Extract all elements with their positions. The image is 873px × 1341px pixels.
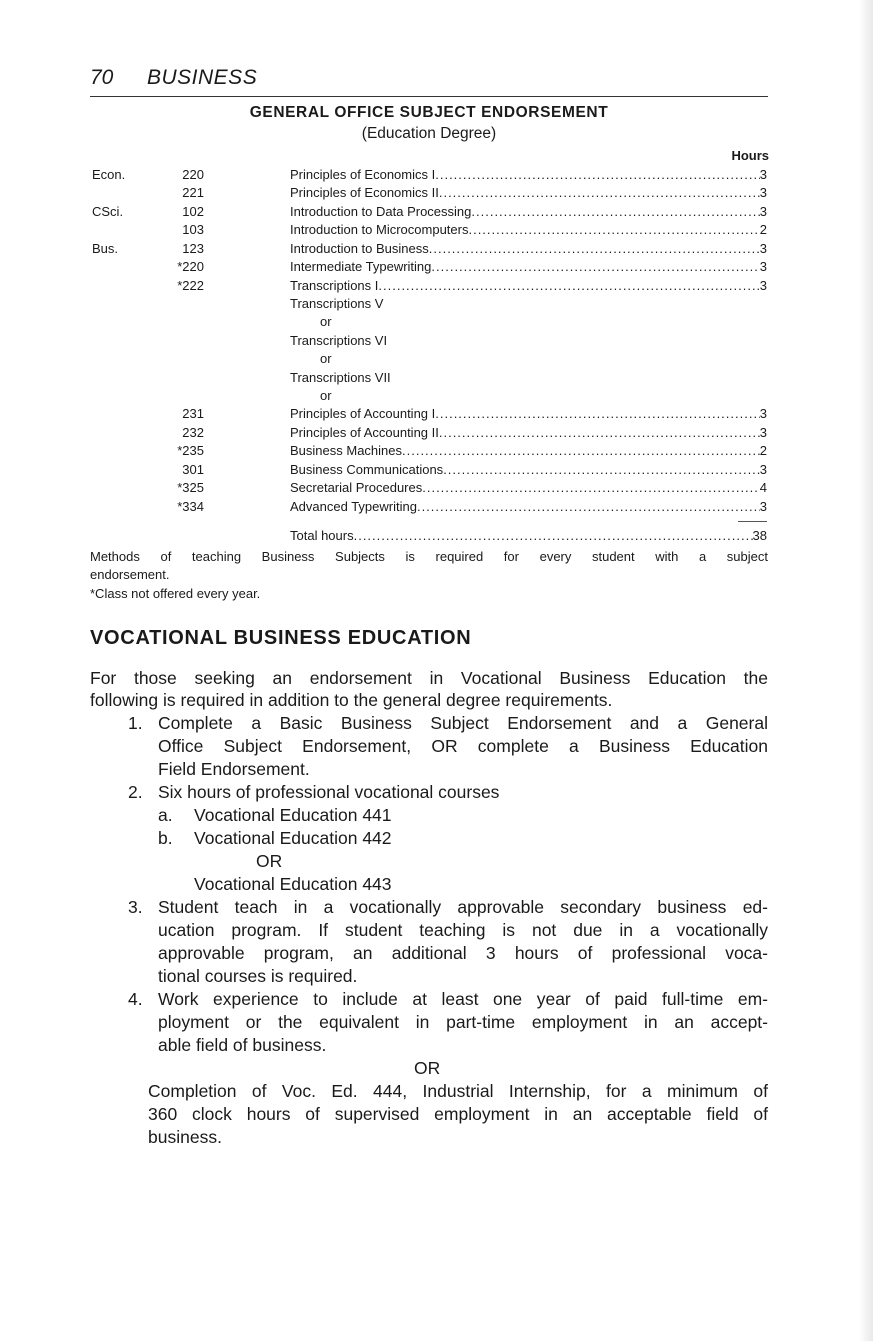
methods-note-cont: endorsement. bbox=[90, 567, 170, 582]
course-number: 103 bbox=[182, 222, 204, 237]
course-hours: 3 bbox=[759, 406, 767, 421]
course-row bbox=[0, 479, 873, 497]
list-marker: 2. bbox=[128, 782, 143, 802]
item3-line: Student teach in a vocationally approvable secondary business ed- bbox=[158, 897, 768, 917]
alternate-connector bbox=[0, 313, 873, 331]
course-dept: Econ. bbox=[92, 167, 126, 182]
endorsement-subtitle: (Education Degree) bbox=[361, 125, 497, 142]
course-hours: 3 bbox=[759, 259, 767, 274]
item4-alt-line: 360 clock hours of supervised employment in an acceptable field of bbox=[148, 1104, 768, 1124]
item1-line: Complete a Basic Business Subject Endorsement and a General bbox=[158, 713, 768, 733]
course-hours: 3 bbox=[759, 241, 767, 256]
item2-text: Six hours of professional vocational courses bbox=[158, 782, 500, 802]
or-label: or bbox=[320, 314, 332, 329]
course-number: *334 bbox=[177, 499, 204, 514]
item4-line: Work experience to include at least one year of paid full-time em- bbox=[158, 989, 768, 1009]
course-row bbox=[0, 221, 873, 239]
endorsement-title: GENERAL OFFICE SUBJECT ENDORSEMENT bbox=[249, 104, 609, 121]
hours-column-header: Hours bbox=[731, 148, 769, 163]
vocational-heading: VOCATIONAL BUSINESS EDUCATION bbox=[90, 627, 472, 649]
alternate-course bbox=[0, 295, 873, 313]
course-row bbox=[0, 166, 873, 184]
course-hours: 2 bbox=[759, 443, 767, 458]
asterisk-footnote: *Class not offered every year. bbox=[90, 586, 261, 601]
course-hours: 4 bbox=[759, 480, 767, 495]
course-number: 301 bbox=[182, 462, 204, 477]
alternate-connector bbox=[0, 387, 873, 405]
or-label: or bbox=[320, 351, 332, 366]
course-hours: 3 bbox=[759, 204, 767, 219]
course-hours: 3 bbox=[759, 278, 767, 293]
course-number: *325 bbox=[177, 480, 204, 495]
course-name: Intermediate Typewriting bbox=[290, 259, 432, 274]
course-dept: Bus. bbox=[92, 241, 119, 256]
course-name: Transcriptions I bbox=[290, 278, 379, 293]
course-row bbox=[0, 258, 873, 276]
list-marker: 1. bbox=[128, 713, 143, 733]
course-name: Principles of Accounting II bbox=[290, 425, 439, 440]
item1-line: Office Subject Endorsement, OR complete a Business Education bbox=[158, 736, 768, 756]
item4-alt-line: business. bbox=[148, 1127, 222, 1147]
course-name: Business Communications bbox=[290, 462, 444, 477]
intro-line: following is required in addition to the general degree requirements. bbox=[90, 690, 613, 710]
course-row bbox=[0, 424, 873, 442]
or-label: OR bbox=[414, 1058, 441, 1078]
course-name: Secretarial Procedures bbox=[290, 480, 423, 495]
item2-sub-c: Vocational Education 443 bbox=[194, 874, 392, 894]
course-name: Principles of Economics I bbox=[290, 167, 436, 182]
course-number: 123 bbox=[182, 241, 204, 256]
course-number: *220 bbox=[177, 259, 204, 274]
total-label: Total hours bbox=[290, 528, 354, 543]
course-name: Principles of Accounting I bbox=[290, 406, 436, 421]
page-header bbox=[90, 66, 768, 97]
item3-line: ucation program. If student teaching is not due in a vocationally bbox=[158, 920, 768, 940]
course-number: 232 bbox=[182, 425, 204, 440]
course-row bbox=[0, 277, 873, 295]
course-hours: 3 bbox=[759, 499, 767, 514]
course-row bbox=[0, 203, 873, 221]
or-label: OR bbox=[256, 851, 283, 871]
course-hours: 3 bbox=[759, 167, 767, 182]
item4-line: able field of business. bbox=[158, 1035, 327, 1055]
item3-line: approvable program, an additional 3 hours of professional voca- bbox=[158, 943, 768, 963]
item2-sub-b: Vocational Education 442 bbox=[194, 828, 392, 848]
item2-sub-a: Vocational Education 441 bbox=[194, 805, 392, 825]
total-rule bbox=[738, 521, 767, 522]
course-number: 231 bbox=[182, 406, 204, 421]
course-name: Principles of Economics II bbox=[290, 185, 439, 200]
course-number: 220 bbox=[182, 167, 204, 182]
list-marker: 3. bbox=[128, 897, 143, 917]
course-name: Introduction to Data Processing bbox=[290, 204, 472, 219]
course-row bbox=[0, 461, 873, 479]
item3-line: tional courses is required. bbox=[158, 966, 358, 986]
course-name: Introduction to Microcomputers bbox=[290, 222, 469, 237]
course-hours: 3 bbox=[759, 462, 767, 477]
item1-line: Field Endorsement. bbox=[158, 759, 310, 779]
course-dept: CSci. bbox=[92, 204, 124, 219]
total-hours: 38 bbox=[752, 528, 767, 543]
item4-alt-line: Completion of Voc. Ed. 444, Industrial Internship, for a minimum of bbox=[148, 1081, 768, 1101]
course-hours: 3 bbox=[759, 425, 767, 440]
alternate-course-name: Transcriptions V bbox=[290, 296, 384, 311]
intro-line: For those seeking an endorsement in Vocational Business Education the bbox=[90, 668, 768, 688]
sub-marker: b. bbox=[158, 828, 173, 848]
course-row bbox=[0, 240, 873, 258]
list-marker: 4. bbox=[128, 989, 143, 1009]
course-row bbox=[0, 184, 873, 202]
alternate-course bbox=[0, 332, 873, 350]
course-number: *235 bbox=[177, 443, 204, 458]
course-name: Advanced Typewriting bbox=[290, 499, 417, 514]
page-number: 70 bbox=[90, 66, 114, 89]
course-number: *222 bbox=[177, 278, 204, 293]
course-name: Business Machines bbox=[290, 443, 402, 458]
course-hours: 3 bbox=[759, 185, 767, 200]
total-row bbox=[0, 527, 873, 545]
methods-note: Methods of teaching Business Subjects is required for every student with a subject bbox=[90, 549, 768, 564]
course-hours: 2 bbox=[759, 222, 767, 237]
alternate-course-name: Transcriptions VII bbox=[290, 370, 391, 385]
item4-line: ployment or the equivalent in part-time employment in an accept- bbox=[158, 1012, 768, 1032]
course-number: 221 bbox=[182, 185, 204, 200]
alternate-connector bbox=[0, 350, 873, 368]
course-name: Introduction to Business bbox=[290, 241, 429, 256]
course-number: 102 bbox=[182, 204, 204, 219]
or-label: or bbox=[320, 388, 332, 403]
section-title: BUSINESS bbox=[147, 66, 258, 89]
course-row bbox=[0, 498, 873, 516]
sub-marker: a. bbox=[158, 805, 173, 825]
course-row bbox=[0, 442, 873, 460]
alternate-course-name: Transcriptions VI bbox=[290, 333, 388, 348]
course-row bbox=[0, 405, 873, 423]
alternate-course bbox=[0, 369, 873, 387]
